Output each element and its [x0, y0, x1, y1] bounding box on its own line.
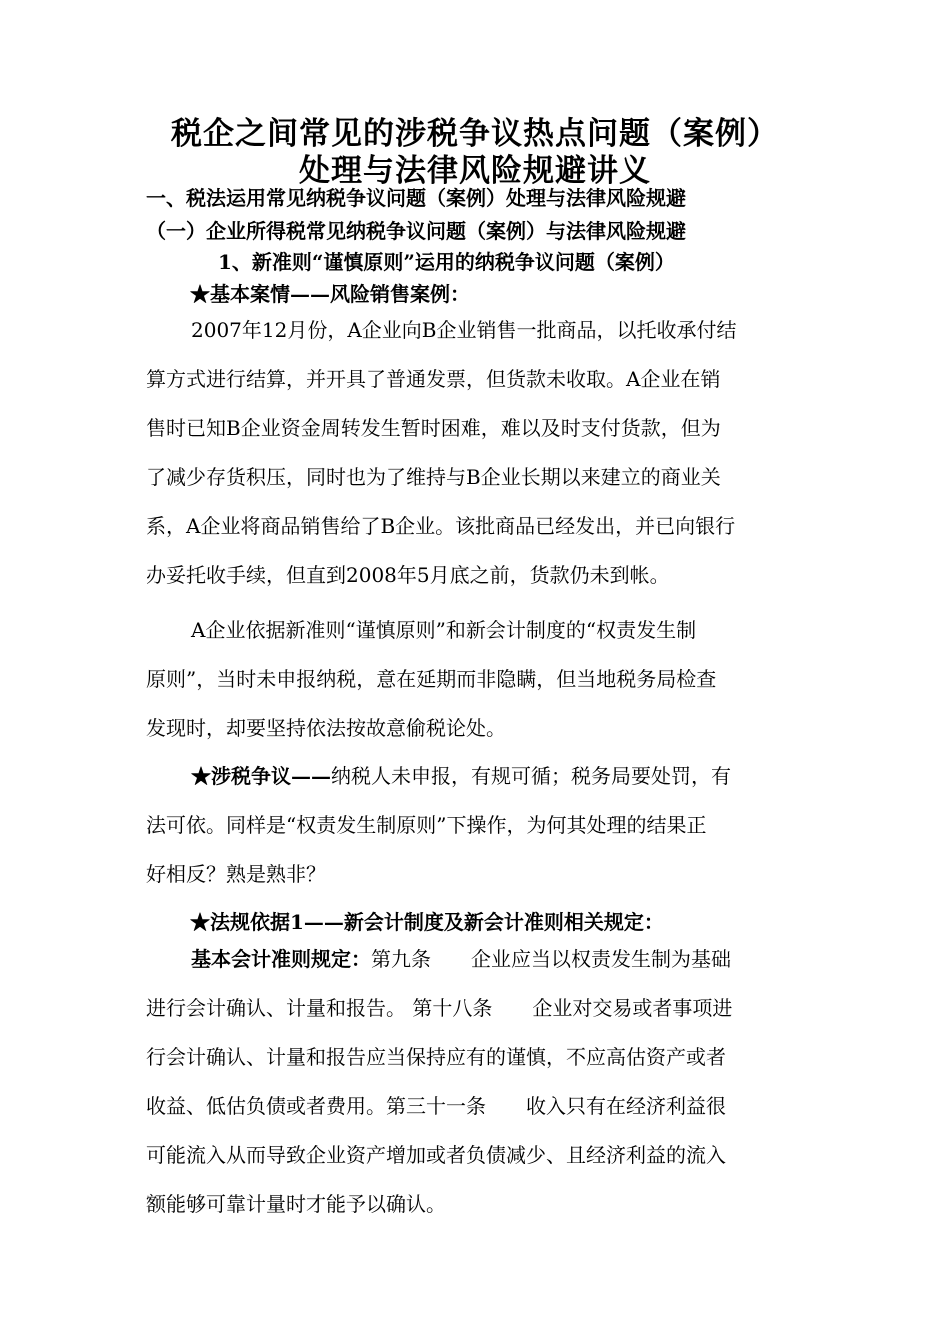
standards-line: 行会计确认、计量和报告应当保持应有的谨慎，不应高估资产或者	[146, 1045, 726, 1069]
standards-line: 额能够可靠计量时才能予以确认。	[146, 1192, 446, 1216]
dispute-line	[146, 752, 806, 801]
case-line: 了减少存货积压，同时也为了维持与B企业长期以来建立的商业关	[146, 465, 721, 489]
standards-line: 进行会计确认、计量和报告。 第十八条 企业对交易或者事项进	[146, 996, 733, 1020]
case-line: 2007年12月份，A企业向B企业销售一批商品，以托收承付结	[191, 318, 737, 342]
dispute-paragraph	[146, 752, 806, 899]
basis-paragraph	[146, 606, 806, 753]
subsection-heading: （一）企业所得税常见纳税争议问题（案例）与法律风险规避	[146, 219, 686, 243]
case-paragraph	[146, 306, 806, 600]
section-heading: 一、税法运用常见纳税争议问题（案例）处理与法律风险规避	[146, 186, 686, 210]
basis-line: 发现时，却要坚持依法按故意偷税论处。	[146, 716, 506, 740]
standards-text: 第九条 企业应当以权责发生制为基础	[371, 947, 731, 971]
dispute-line: 好相反？熟是熟非？	[146, 862, 326, 886]
standards-line: 收益、低估负债或者费用。第三十一条 收入只有在经济利益很	[146, 1094, 726, 1118]
document-title-line-2: 处理与法律风险规避讲义	[299, 153, 651, 189]
regulation-heading: ★法规依据1——新会计制度及新会计准则相关规定：	[190, 910, 664, 934]
dispute-label: ★涉税争议——	[191, 764, 331, 788]
case-line: 算方式进行结算，并开具了普通发票，但货款未收取。A企业在销	[146, 367, 721, 391]
case-line: 系，A企业将商品销售给了B企业。该批商品已经发出，并已向银行	[146, 514, 736, 538]
standards-line	[146, 935, 806, 984]
case-line: 售时已知B企业资金周转发生暂时困难，难以及时支付货款，但为	[146, 416, 721, 440]
item-heading: 1、新准则“谨慎原则”运用的纳税争议问题（案例）	[218, 250, 675, 274]
document-title-line-1: 税企之间常见的涉税争议热点问题（案例）	[171, 116, 779, 152]
dispute-text: 纳税人未申报，有规可循；税务局要处罚，有	[331, 764, 731, 788]
basis-line: A企业依据新准则“谨慎原则”和新会计制度的“权责发生制	[191, 618, 697, 642]
case-heading: ★基本案情——风险销售案例：	[190, 282, 470, 306]
dispute-line: 法可依。同样是“权责发生制原则”下操作，为何其处理的结果正	[146, 813, 707, 837]
standards-paragraph	[146, 935, 806, 1229]
case-line: 办妥托收手续，但直到2008年5月底之前，货款仍未到帐。	[146, 563, 670, 587]
standards-line: 可能流入从而导致企业资产增加或者负债减少、且经济利益的流入	[146, 1143, 726, 1167]
basis-line: 原则”，当时未申报纳税，意在延期而非隐瞒，但当地税务局检查	[146, 667, 717, 691]
standards-label: 基本会计准则规定：	[191, 947, 371, 971]
